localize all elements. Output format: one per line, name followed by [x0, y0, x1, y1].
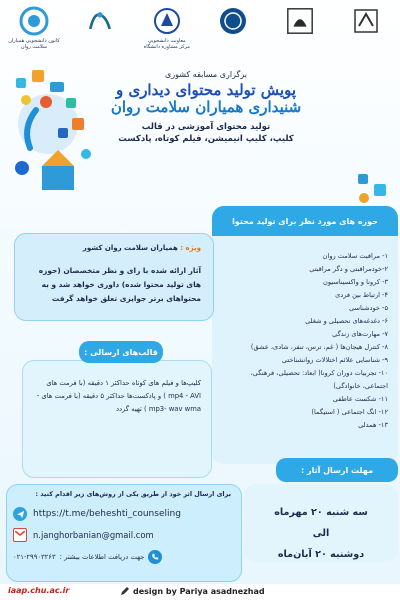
- ministry-emblem-icon: [152, 6, 182, 36]
- decorative-icons: [354, 168, 394, 208]
- deadline-end: دوشنبه ۲۰ آبان‌ماه: [277, 549, 365, 560]
- deadline-start: سه شنبه ۲۰ مهرماه: [274, 507, 368, 518]
- telegram-row[interactable]: [13, 505, 233, 523]
- judging-description: آثار ارائه شده با رای و نظر متخصصان (حوزه های تولید محتوا شده) داوری خواهد شد و به محتواهای برتر جوایزی تعلق خواهد گرفت: [38, 266, 201, 303]
- list-item: ۹- شناسایی علائم اختلالات روانشناختی: [281, 356, 388, 364]
- list-item: ۳- کرونا و واکسیناسیون: [323, 278, 388, 286]
- domains-header: حوزه های مورد نظر برای تولید محتوا: [212, 206, 398, 236]
- competition-label: برگزاری مسابقه کشوری: [165, 70, 247, 79]
- email-link[interactable]: n.janghorbanian@gmail.com: [33, 530, 154, 540]
- audience-value: همیاران سلامت روان کشور: [82, 244, 178, 252]
- audience-label: ویژه :: [180, 244, 201, 252]
- phone-row: [13, 548, 233, 566]
- deadline-header: مهلت ارسال آثار :: [276, 458, 398, 482]
- title-block: [92, 70, 320, 144]
- list-item: ۱۰- تجربیات دوران کرونا( ابعاد: تحصیلی، فرهنگی،: [250, 369, 388, 377]
- list-item: ۶- دغدغه‌های تحصیلی و شغلی: [305, 317, 388, 325]
- subtitle-types: کلیپ، کلیپ انیمیشن، فیلم کوتاه، پادکست: [118, 134, 294, 144]
- logo-dome: [272, 6, 328, 36]
- list-item: ۲-خودمراقبتی و دگر مراقبتی: [309, 265, 388, 273]
- contact-intro: برای ارسال اثر خود از طریق یکی از روش‌های زیر اقدام کنید :: [35, 490, 231, 498]
- audience-panel: [14, 233, 214, 321]
- deadline-dates: [244, 502, 398, 565]
- list-item: ۵- خودشناسی: [349, 304, 388, 312]
- format-header: قالب‌های ارسالی :: [79, 341, 163, 363]
- page-title: [92, 82, 320, 116]
- pen-icon: [120, 586, 130, 596]
- logo-ministry-science: [338, 6, 394, 36]
- list-item: ۱۱- شکست عاطفی: [332, 395, 388, 403]
- contact-panel: [6, 484, 242, 582]
- format-panel: [22, 347, 212, 478]
- credit-text: design by Pariya asadnezhad: [133, 586, 265, 596]
- logo-caption: معاونت دانشجویی مرکز مشاوره دانشگاه: [143, 38, 190, 50]
- telegram-icon: [13, 507, 27, 521]
- counseling-center-logo-icon: [19, 6, 49, 36]
- phone-number: ۰۲۱-۲۹۹۰۳۲۶۳: [13, 553, 56, 561]
- list-item: ۱۲- انگ اجتماعی ( استیگما): [311, 408, 388, 416]
- audience-heading: [83, 244, 201, 252]
- domains-panel: [212, 206, 398, 464]
- format-description: کلیپ‌ها و فیلم های کوتاه حداکثر ۱ دقیقه (با فرمت های mp4 - AVI ) و پادکست‌ها حداکثر ۵ دقیقه (با فرمت های - mp3- wav wma ) تهیه گردد: [36, 379, 201, 413]
- daneshgar-logo-icon: [85, 6, 115, 36]
- design-credit: [120, 586, 265, 596]
- list-item: ۴- ارتباط بین فردی: [335, 291, 388, 299]
- email-row[interactable]: [13, 526, 233, 544]
- logo-counseling-center: [6, 6, 62, 50]
- title-line-2: شنیداری همیاران سلامت روان: [110, 98, 302, 116]
- title-line-1: پویش تولید محتوای دیداری و: [115, 81, 297, 99]
- phone-icon: [148, 550, 162, 564]
- logo-university-seal: [205, 6, 261, 36]
- ministry-science-logo-icon: [351, 6, 381, 36]
- phone-label: جهت دریافت اطلاعات بیشتر :: [59, 553, 145, 561]
- gmail-icon: [13, 528, 27, 542]
- logo-daneshgar: [72, 6, 128, 36]
- list-item: اجتماعی، خانوادگی): [333, 382, 388, 390]
- deadline-until: الی: [312, 528, 330, 539]
- domains-list: [218, 250, 388, 432]
- deadline-panel: [244, 484, 398, 562]
- telegram-link[interactable]: https://t.me/beheshti_counseling: [33, 509, 181, 519]
- university-seal-icon: [218, 6, 248, 36]
- site-url[interactable]: iaap.chu.ac.ir: [8, 586, 70, 595]
- media-illustration: [2, 58, 98, 208]
- subtitle-format: تولید محتوای آموزشی در قالب: [141, 122, 271, 132]
- dome-logo-icon: [285, 6, 315, 36]
- list-item: ۷- مهارت‌های زندگی: [332, 330, 388, 338]
- list-item: ۱۳- همدلی: [358, 421, 388, 429]
- logo-ministry: [139, 6, 195, 50]
- logo-caption: کانون دانشجویی همیاران سلامت روان: [8, 38, 60, 50]
- list-item: ۸- کنترل هیجان‌ها ( غم، ترس، تنفر، شادی، عشق): [250, 343, 388, 351]
- list-item: ۱- مراقبت سلامت روان: [322, 252, 388, 260]
